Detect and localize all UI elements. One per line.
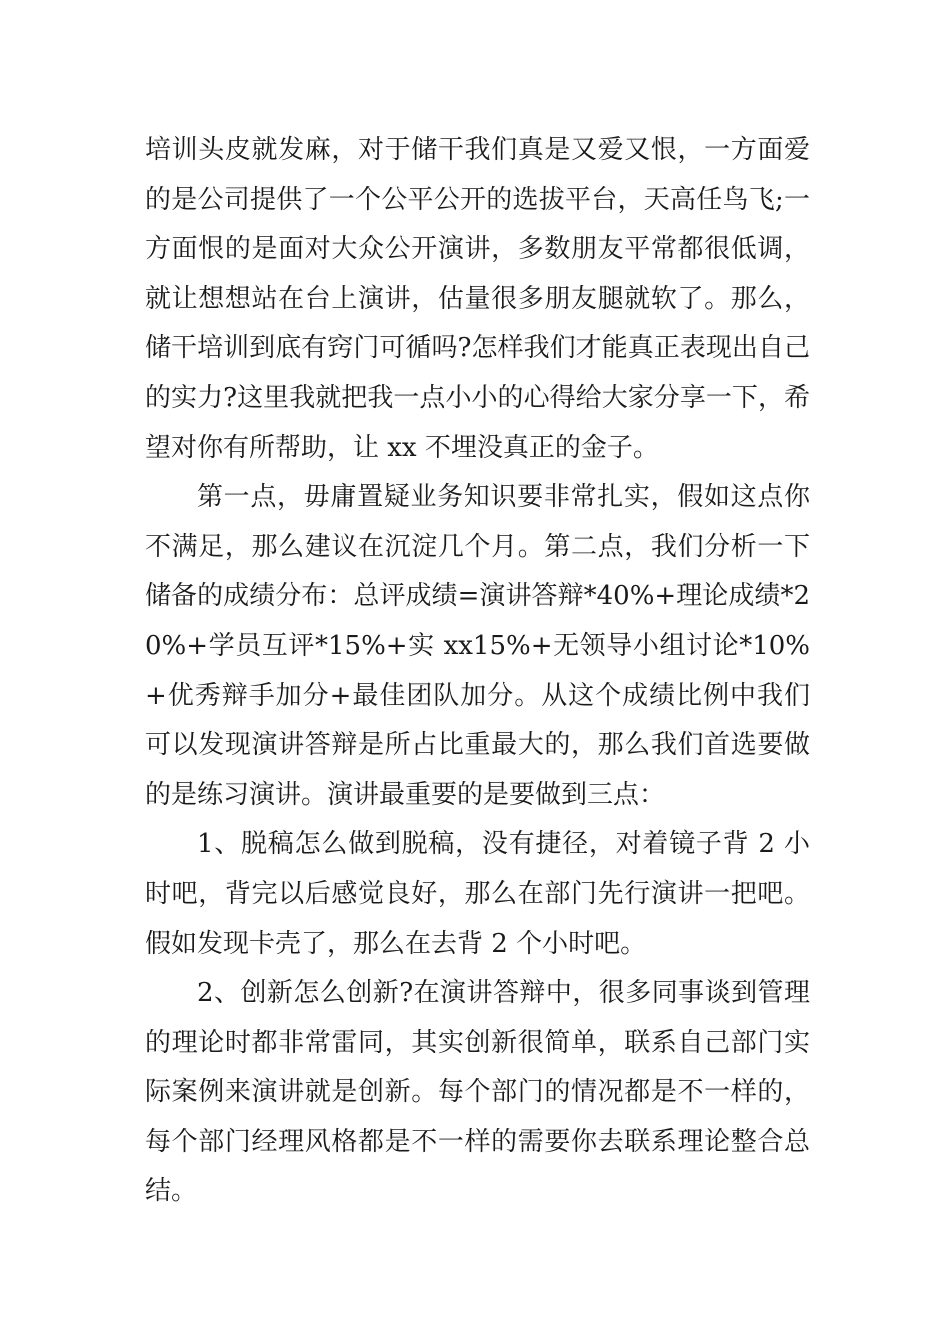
body-text [145, 126, 810, 1217]
paragraph-item-2: 2、创新怎么创新?在演讲答辩中，很多同事谈到管理的理论时都非常雷同，其实创新很简单，联系自己部门实际案例来演讲就是创新。每个部门的情况都是不一样的，每个部门经理风格都是不一样的需要你去联系理论整合总结。 [145, 978, 810, 1207]
paragraph-point-one: 第一点，毋庸置疑业务知识要非常扎实，假如这点你不满足，那么建议在沉淀几个月。第二点，我们分析一下储备的成绩分布：总评成绩=演讲答辩*40%+理论成绩*20%+学员互评*15%+实 xx15%+无领导小组讨论*10%+优秀辩手加分+最佳团队加分。从这个成绩比例中我们可以发现演讲答辩是所占比重最大的，那么我们首选要做的是练习演讲。演讲最重要的是要做到三点： [145, 482, 810, 810]
paragraph-intro: 培训头皮就发麻，对于储干我们真是又爱又恨，一方面爱的是公司提供了一个公平公开的选拔平台，天高任鸟飞;一方面恨的是面对大众公开演讲，多数朋友平常都很低调，就让想想站在台上演讲，估量很多朋友腿就软了。那么，储干培训到底有窍门可循吗?怎样我们才能真正表现出自己的实力?这里我就把我一点小小的心得给大家分享一下，希望对你有所帮助，让 xx 不埋没真正的金子。 [145, 135, 810, 463]
paragraph-item-1: 1、脱稿怎么做到脱稿，没有捷径，对着镜子背 2 小时吧，背完以后感觉良好，那么在部门先行演讲一把吧。假如发现卡壳了，那么在去背 2 个小时吧。 [145, 829, 810, 959]
